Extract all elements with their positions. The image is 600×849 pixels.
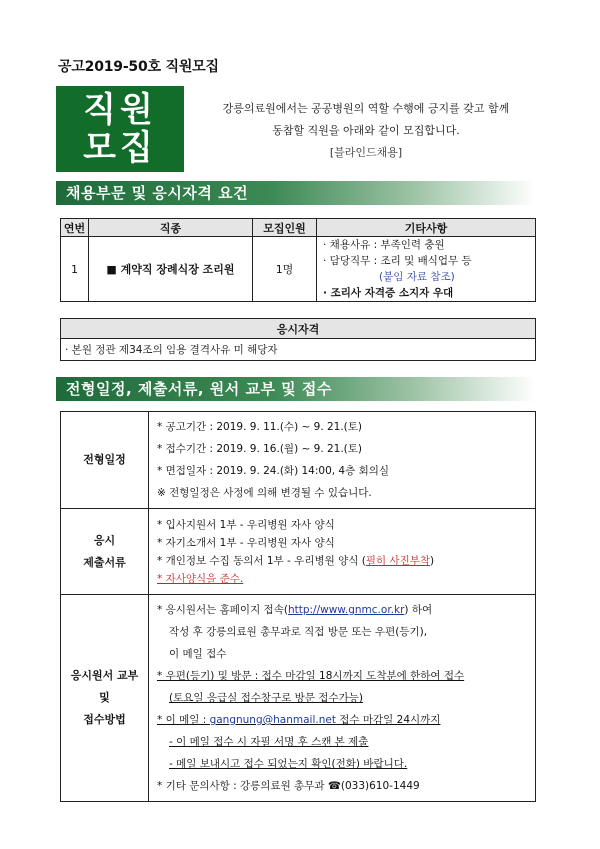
docs-form-notice-text: * 자사양식을 준수.	[157, 572, 244, 585]
process-table	[60, 411, 536, 802]
docs-self-intro: * 자기소개서 1부 - 우리병원 자사 양식	[157, 536, 335, 549]
schedule-notice-period: * 공고기간 : 2019. 9. 11.(수) ~ 9. 21.(토)	[157, 421, 363, 433]
apply-homepage-tail: ) 하여	[404, 604, 433, 616]
apply-email-option: 이 메일 접수	[169, 648, 227, 660]
docs-privacy-consent	[157, 552, 535, 570]
logo-line-1: 직원	[83, 90, 157, 130]
apply-submit-methods: 작성 후 강릉의료원 총무과로 직접 방문 또는 우편(등기),	[169, 626, 428, 638]
homepage-link[interactable]: http://www.gnmc.or.kr	[287, 604, 405, 616]
recruitment-logo	[56, 86, 184, 172]
col-no: 연번	[61, 219, 89, 237]
row-no: 1	[61, 237, 89, 302]
apply-email	[157, 709, 535, 731]
docs-privacy-text: * 개인정보 수집 동의서 1부 - 우리병원 양식 (	[157, 554, 366, 567]
misc-duty: · 담당직무 : 조리 및 배식업무 등	[323, 255, 472, 267]
docs-label-line-2: 제출서류	[83, 555, 126, 569]
section-1-heading: 채용부문 및 응시자격 요건	[56, 181, 536, 205]
misc-preference: · 조리사 자격증 소지자 우대	[323, 287, 454, 299]
jobs-table-header	[61, 219, 536, 237]
schedule-row	[61, 412, 536, 509]
blind-recruitment-tag: [블라인드채용]	[329, 146, 403, 159]
apply-homepage-text: * 응시원서는 홈페이지 접속(	[157, 604, 288, 616]
schedule-receipt-period: * 접수기간 : 2019. 9. 16.(월) ~ 9. 21.(토)	[157, 443, 363, 455]
qualification-text: · 본원 정관 제34조의 임용 결격사유 미 해당자	[61, 339, 536, 361]
apply-label-line-2: 및	[99, 691, 110, 704]
schedule-content	[149, 412, 536, 509]
apply-label-line-1: 응시원서 교부	[70, 669, 139, 682]
section-2-heading: 전형일정, 제출서류, 원서 교부 및 접수	[56, 377, 536, 401]
schedule-note: ※ 전형일정은 사정에 의해 변경될 수 있습니다.	[157, 487, 372, 499]
apply-row	[61, 595, 536, 802]
intro-text	[188, 98, 544, 164]
jobs-table	[60, 218, 536, 302]
schedule-label: 전형일정	[61, 412, 149, 509]
apply-email-signature: - 이 메일 접수 시 자필 서명 후 스캔 본 제출	[169, 736, 369, 748]
apply-content	[149, 595, 536, 802]
docs-privacy-close: )	[430, 554, 435, 567]
apply-email-prefix: * 이 메일 :	[157, 714, 210, 726]
apply-saturday-note: (토요일 응급실 접수창구로 방문 접수가능)	[169, 692, 363, 704]
docs-form-notice	[157, 570, 535, 588]
row-job: ■ 계약직 장례식장 조리원	[89, 237, 253, 302]
schedule-interview-date: * 면접일자 : 2019. 9. 24.(화) 14:00, 4층 회의실	[157, 465, 390, 477]
row-count: 1명	[253, 237, 317, 302]
email-link[interactable]: gangnung@hanmail.net	[209, 714, 336, 726]
table-row	[61, 237, 536, 302]
logo-line-2: 모집	[83, 128, 157, 168]
docs-photo-required: 필히 사진부착	[365, 554, 431, 567]
document-title: 공고2019-50호 직원모집	[58, 59, 219, 75]
qualification-header: 응시자격	[61, 319, 536, 339]
docs-row	[61, 509, 536, 595]
apply-label-line-3: 접수방법	[83, 713, 126, 726]
misc-attachment-note: (붙임 자료 참조)	[379, 271, 455, 283]
docs-content	[149, 509, 536, 595]
col-count: 모집인원	[253, 219, 317, 237]
intro-line-1: 강릉의료원에서는 공공병원의 역할 수행에 긍지를 갖고 함께	[222, 102, 510, 115]
col-misc: 기타사항	[317, 219, 536, 237]
qualification-table	[60, 318, 536, 361]
apply-email-deadline: 접수 마감일 24시까지	[335, 714, 441, 726]
apply-homepage	[157, 599, 535, 621]
intro-line-2: 동참할 직원을 아래와 같이 모집합니다.	[272, 124, 460, 137]
docs-application: * 입사지원서 1부 - 우리병원 자사 양식	[157, 518, 335, 531]
row-misc	[317, 237, 536, 302]
misc-reason: · 채용사유 : 부족인력 충원	[323, 239, 445, 251]
apply-email-confirm: - 메일 보내시고 접수 되었는지 확인(전화) 바랍니다.	[169, 758, 408, 770]
apply-label	[61, 595, 149, 802]
apply-contact: * 기타 문의사항 : 강릉의료원 총무과 ☎(033)610-1449	[157, 780, 420, 792]
docs-label	[61, 509, 149, 595]
col-job: 직종	[89, 219, 253, 237]
apply-post-visit: * 우편(등기) 및 방문 : 접수 마감일 18시까지 도착분에 한하여 접수	[157, 670, 465, 682]
docs-label-line-1: 응시	[93, 533, 116, 547]
